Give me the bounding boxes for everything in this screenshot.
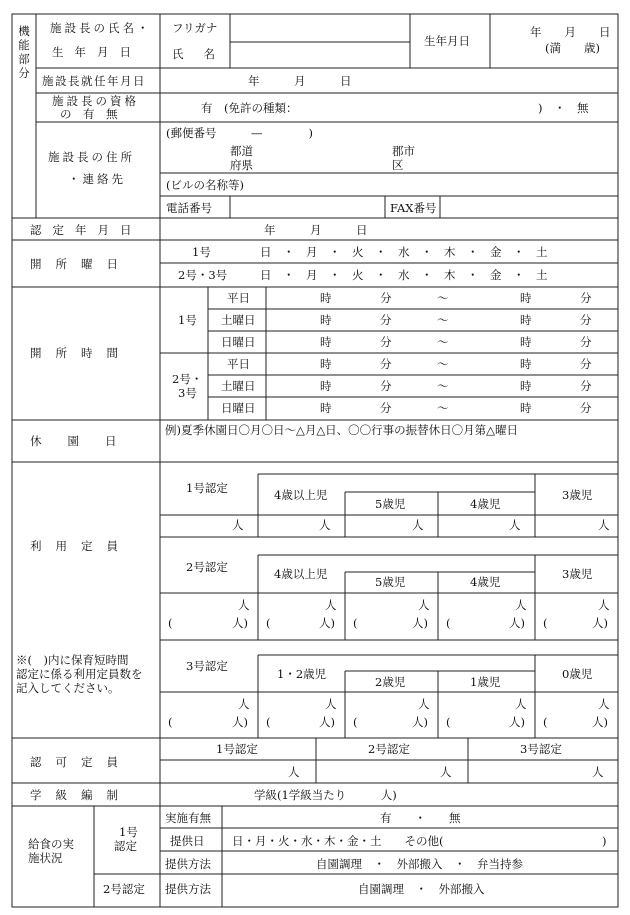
hours-tilde: 〜 [437,291,449,305]
hours-tilde: 〜 [437,379,449,393]
qualification-label-2: の 有 無 [60,107,118,121]
cap-cell-paren-open: ( [543,616,548,630]
open-days-row1-days[interactable]: 日 ・ 月 ・ 火 ・ 水 ・ 木 ・ 金 ・ 土 [260,245,548,259]
hours-day-label: 日曜日 [221,401,256,415]
approved-cert1: 1号認定 [216,742,258,756]
cap2-age3: 3歳児 [562,567,593,581]
hours-start-hour[interactable]: 時 [320,291,332,305]
cap1-unit-2[interactable]: 人 [319,518,331,532]
birthdate-label: 生年月日 [424,34,470,48]
hours-start-hour[interactable]: 時 [320,335,332,349]
hours-group2-label-b: 3号 [178,386,197,400]
cap-cert1-label: 1号認定 [186,481,228,495]
capacity-note-3: 記入してください。 [16,681,120,695]
hours-tilde: 〜 [437,335,449,349]
ku-text: 区 [392,158,404,172]
cap-cert3-label: 3号認定 [186,659,228,673]
cap-cell-short-unit[interactable]: 人) [509,616,525,630]
meals-cert1-a: 1号 [119,825,138,839]
cap-cell-unit[interactable]: 人 [418,598,430,612]
cap-cell-short-unit[interactable]: 人) [592,715,608,729]
cap3-age0: 0歳児 [562,667,593,681]
hours-start-min[interactable]: 分 [380,379,392,393]
address-label-2: ・連絡先 [68,172,126,186]
open-days-label: 開所曜日 [30,257,132,271]
cap1-age4: 4歳児 [470,497,501,511]
furigana-label: フリガナ [172,21,218,35]
hours-end-min[interactable]: 分 [580,357,592,371]
cap-cell-short-unit[interactable]: 人) [319,616,335,630]
meals-cert2: 2号認定 [103,882,145,896]
cap-cell-short-unit[interactable]: 人) [232,715,248,729]
cap2-age4: 4歳児 [470,575,501,589]
cap3-age2: 2歳児 [375,675,406,689]
hours-start-hour[interactable]: 時 [320,401,332,415]
hours-end-hour[interactable]: 時 [520,313,532,327]
appointment-label: 施設長就任年月日 [42,74,146,88]
hours-day-label: 平日 [227,357,250,371]
certification-value[interactable]: 年 月 日 [264,223,368,237]
cap-cell-paren-open: ( [446,715,451,729]
hours-end-min[interactable]: 分 [580,313,592,327]
cap-cell-paren-open: ( [168,616,173,630]
director-birth-label: 生年月日 [52,45,142,59]
holiday-label: 休園日 [30,434,143,448]
approved-unit-2[interactable]: 人 [440,765,452,779]
open-hours-label: 開所時間 [30,346,132,360]
meals-method-label-1: 提供方法 [165,857,211,871]
phone-label: 電話番号 [166,201,212,215]
cap-cell-short-unit[interactable]: 人) [509,715,525,729]
meals-method-value-1[interactable]: 自園調理 ・ 外部搬入 ・ 弁当持参 [316,857,523,871]
approved-cert2: 2号認定 [368,742,410,756]
cap-cell-short-unit[interactable]: 人) [232,616,248,630]
meals-days-value[interactable]: 日・月・火・水・木・金・土 その他( [232,834,444,848]
classes-label: 学級編制 [30,788,132,802]
capacity-note-1: ※( )内に保育短時間 [16,653,129,667]
fax-label: FAX番号 [390,201,437,215]
meals-method-value-2[interactable]: 自園調理 ・ 外部搬入 [358,882,485,896]
meals-days-close: ) [602,834,607,848]
cap1-unit-1[interactable]: 人 [232,518,244,532]
hours-end-hour[interactable]: 時 [520,379,532,393]
hours-start-min[interactable]: 分 [380,291,392,305]
open-days-row2-days[interactable]: 日 ・ 月 ・ 火 ・ 水 ・ 木 ・ 金 ・ 土 [260,268,548,282]
gunshi-text: 郡市 [392,144,415,158]
approved-unit-3[interactable]: 人 [592,765,604,779]
hours-start-hour[interactable]: 時 [320,313,332,327]
cap1-age4plus: 4歳以上児 [274,488,328,502]
hours-start-hour[interactable]: 時 [320,357,332,371]
cap-cell-paren-open: ( [353,715,358,729]
hours-start-min[interactable]: 分 [380,313,392,327]
cap-cell-unit[interactable]: 人 [515,697,527,711]
meals-cert1-b: 認定 [114,839,137,853]
cap-cell-short-unit[interactable]: 人) [412,715,428,729]
postal-label[interactable]: (郵便番号 — ) [166,126,313,140]
approved-unit-1[interactable]: 人 [288,765,300,779]
hours-start-min[interactable]: 分 [380,401,392,415]
form-border [12,14,618,907]
cap-cert2-label: 2号認定 [186,560,228,574]
cap-cell-unit[interactable]: 人 [238,697,250,711]
fuken-text: 府県 [230,158,253,172]
appointment-value[interactable]: 年 月 日 [248,74,352,88]
address-label: 施設長の住所 [48,150,135,164]
cap-cell-unit[interactable]: 人 [515,598,527,612]
cap-cell-unit[interactable]: 人 [325,697,337,711]
hours-tilde: 〜 [437,313,449,327]
cap1-age5: 5歳児 [375,497,406,511]
cap2-age5: 5歳児 [375,575,406,589]
capacity-note-2: 認定に係る利用定員数を [16,667,143,681]
cap1-unit-4[interactable]: 人 [509,518,521,532]
hours-start-hour[interactable]: 時 [320,379,332,393]
approved-cert3: 3号認定 [520,742,562,756]
cap3-age1: 1歳児 [470,675,501,689]
hours-end-min[interactable]: 分 [580,291,592,305]
cap-cell-short-unit[interactable]: 人) [319,715,335,729]
hours-end-hour[interactable]: 時 [520,335,532,349]
hours-end-min[interactable]: 分 [580,335,592,349]
building-label[interactable]: (ビルの名称等) [166,178,244,192]
hours-day-label: 平日 [227,291,250,305]
cap1-age3: 3歳児 [562,488,593,502]
qualification-end[interactable]: ) ・ 無 [538,101,589,115]
cap-cell-unit[interactable]: 人 [238,598,250,612]
birthdate-value[interactable]: 年 月 日 [530,25,611,39]
name-sub-label: 氏名 [172,47,235,61]
open-days-row1-label: 1号 [192,245,211,259]
hours-end-hour[interactable]: 時 [520,291,532,305]
qualification-value[interactable]: 有 (免許の種類： [201,101,298,115]
cap-cell-unit[interactable]: 人 [325,598,337,612]
qualification-label: 施設長の資格 [52,94,139,108]
hours-day-label: 日曜日 [221,335,256,349]
hours-tilde: 〜 [437,357,449,371]
meals-implement-value[interactable]: 有 ・ 無 [380,811,461,825]
director-name-label: 施設長の氏名・ [50,21,152,35]
capacity-label: 利用定員 [30,539,132,553]
hours-end-min[interactable]: 分 [580,401,592,415]
hours-day-label: 土曜日 [221,379,256,393]
cap-cell-paren-open: ( [168,715,173,729]
hours-end-hour[interactable]: 時 [520,401,532,415]
cap-cell-unit[interactable]: 人 [418,697,430,711]
cap1-unit-5[interactable]: 人 [598,518,610,532]
hours-end-min[interactable]: 分 [580,379,592,393]
age-value[interactable]: (満 歳) [545,41,600,55]
cap-cell-paren-open: ( [543,715,548,729]
cap-cell-paren-open: ( [266,715,271,729]
certification-label: 認定年月日 [30,223,143,237]
holiday-example[interactable]: 例)夏季休園日〇月〇日〜△月△日、〇〇行事の振替休日〇月第△曜日 [165,423,519,437]
cap-cell-unit[interactable]: 人 [598,697,610,711]
classes-value[interactable]: 学級(1学級当たり 人) [254,788,397,802]
cap2-age4plus: 4歳以上児 [274,567,328,581]
open-days-row2-label: 2号・3号 [178,268,228,282]
cap-cell-short-unit[interactable]: 人) [412,616,428,630]
meals-method-label-2: 提供方法 [165,882,211,896]
cap1-unit-3[interactable]: 人 [412,518,424,532]
meals-days-label: 提供日 [170,834,205,848]
cap-cell-short-unit[interactable]: 人) [592,616,608,630]
approved-label: 認可定員 [30,755,132,769]
meals-label-1: 給食の実 [28,837,74,851]
cap-cell-paren-open: ( [446,616,451,630]
cap3-age12: 1・2歳児 [277,667,327,681]
cap-cell-unit[interactable]: 人 [598,598,610,612]
hours-group1-label: 1号 [178,313,197,327]
cap-cell-paren-open: ( [266,616,271,630]
hours-tilde: 〜 [437,401,449,415]
meals-label-2: 施状況 [28,851,63,865]
hours-day-label: 土曜日 [221,313,256,327]
hours-end-hour[interactable]: 時 [520,357,532,371]
meals-implement-label: 実施有無 [165,811,211,825]
cap-cell-paren-open: ( [353,616,358,630]
hours-start-min[interactable]: 分 [380,357,392,371]
todofuken-text: 都道 [230,144,253,158]
hours-start-min[interactable]: 分 [380,335,392,349]
hours-group2-label-a: 2号・ [172,372,203,386]
function-part-label: 機能部分 [18,24,30,80]
